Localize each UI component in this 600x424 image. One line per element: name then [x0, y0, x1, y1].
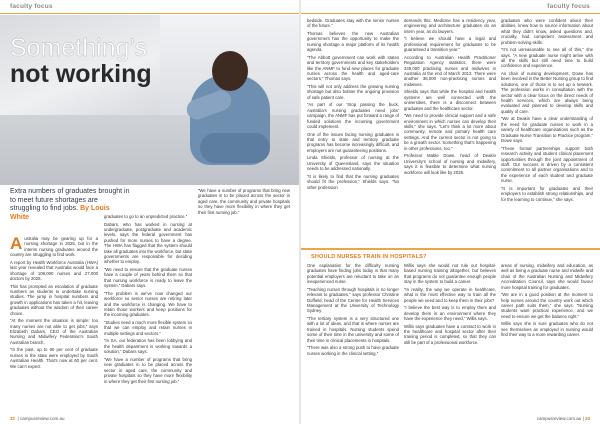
drop-cap: A: [10, 236, 23, 253]
title-line-2: not working: [10, 60, 152, 88]
paragraph: demands this. Medicine has a residency year, engineering and architecture graduates do an intern year, as do lawyers.: [404, 18, 496, 34]
paragraph: Linda Shields, professor of nursing at the University of Queensland, says the situation needs to be addressed nationally.: [307, 155, 399, 172]
paragraph: “As part of our ‘Stop passing the buck, Australia’s nursing graduates need jobs’ campaign, the ANMF has put forward a range of funded solutions the incoming government could implement.: [307, 102, 399, 130]
title-line-1: Something’s: [10, 34, 148, 62]
paragraph: “It is important for graduates and their employers to establish strong relationships, and for the learning to continue,” she says.: [501, 185, 593, 202]
paragraph: According to Australian Health Practitioner Regulation Agency statistics, there were 349,000 practising nurses and midwives in Australia at the end of March 2013. There were another 38,000 non-practising nurses and midwives.: [404, 54, 496, 87]
left-column-3: [198, 188, 290, 412]
paragraph: “In reality, the way we operate in healthcare, what is the most effective way to train all the people we need and to keep them in their jobs?: [404, 286, 496, 303]
paragraph: One of the issues facing nursing graduates is that entry to state and territory graduate programs has become increasingly difficult, and employers are not guaranteeing positions.: [307, 131, 399, 153]
paragraph: “We are in a good position at the moment to help nurses around the country work out which career path suits them,” she says. “Nursing students want practical experience, and we need to ensure we get the balance right.”: [501, 292, 593, 319]
paragraph: “I believe we should have a legal and professional requirement for graduates to be guaranteed a transition year.”: [404, 36, 496, 53]
paragraph: Willis says she is sure graduates who do not see themselves as employed in nursing would find their way to a more rewarding career.: [501, 321, 593, 338]
sidebar-column-2: [404, 263, 496, 411]
left-column-2: [104, 214, 192, 412]
paragraph: graduates to go to an unpredicted practice.”: [104, 214, 188, 219]
left-column-1: [10, 236, 98, 412]
site-name: campusreview.com.au: [536, 416, 582, 421]
paragraph: Willis says she would not rule out hospital-based nursing training altogether, but believes that programs do not guarantee enough people stay in the system to build a career.: [404, 263, 496, 285]
right-column-3: [501, 18, 593, 244]
paragraph: “This will not only address the growing nursing shortage but also bolster the ongoing provision of safe patient care.: [307, 84, 399, 100]
byline: By Louis White: [10, 205, 110, 221]
paragraph: “These formal partnerships support both research activity and student clinical placement opportunities through the joint appointment of staff. Our success is driven by a consistent commitment to all partner organisations and to the experience of each student and graduate nurse.: [501, 145, 593, 184]
standfirst-text: Extra numbers of graduates brought in to meet future shortages are struggling to find jobs.: [10, 188, 130, 213]
paragraph: “The tertiary system is a very structured one with a lot of ideas, and that is where nurses are trained in hospitals. Nursing students spend some of their time in the university and some of their time in clinical placements in hospitals.: [307, 316, 399, 343]
paragraph: “There was also a strong push to have graduate nurses working in the clinical setting.”: [307, 345, 399, 356]
paragraph: Dabars, who has worked in nursing at undergraduate, postgraduate and academic levels, says the federal government has pushed for more nurses to have a degree. The HWA has flagged that the system should take all graduates into the workforce, but state governments are responsible for deciding whether to employ.: [104, 221, 192, 265]
section-label: faculty focus: [10, 3, 53, 10]
paragraph: A report by Health Workforce Australia (HWA) last year revealed that Australia would face a shortage of 109,000 nurses and 27,000 doctors by 2025.: [10, 259, 98, 282]
sidebar-column-1: [307, 263, 399, 411]
paragraph: “At the moment the situation is simple: too many nurses are not able to get jobs,” says Elizabeth Dabars, CEO of the Australian Nursing and Midwifery Federation’s South Australian branch.: [10, 318, 98, 345]
paragraph: Willis says graduates have a contract to work in the healthcare and hospital sector after their training period is completed, so that they can still be part of a professional workforce.: [404, 323, 496, 345]
paragraph: “We have a number of programs that bring new graduates in to be placed across the sector in aged care, the community and private hospitals so they have more flexibility in where they get their first nursing job.”: [198, 188, 290, 215]
section-label: faculty focus: [547, 3, 590, 10]
paragraph: “It is likely to find that the nursing graduates should fit the profession,” Shields says. “No other profession: [307, 173, 399, 190]
page-number: 32: [10, 416, 16, 421]
paragraph: “In the past, up to 90 per cent of graduate nurses in the state were employed by South Australian Health. That’s now at 60 per cent. We can’t expect: [10, 347, 98, 369]
article-title: [10, 35, 190, 87]
right-page: [301, 0, 600, 424]
paragraph: As chair of nursing development, Dowe has been involved in the Better Nursing group to find solutions, one of those is to set up a network. The profession works in consultation with the sector with a clear focus on the direct needs of health services, which are always being evaluated and planned to develop skills and quality of care.: [501, 71, 593, 114]
left-page: [0, 0, 299, 424]
right-column-1: [307, 18, 399, 244]
paragraph: “The Abbott government can work with states and territory governments and key stakeholders like the ANMF to fund new places for graduate nurses across the health and aged-care sectors,” Thomas says.: [307, 54, 399, 82]
paragraph: bedside. Graduates stay with the senior nurses of the future.”: [307, 18, 399, 29]
paragraph: “It’s not unreasonable to see all of this,” she says. “A new graduate nurse might arrive with all the skills but still need time to build confidence and experience.: [501, 47, 593, 69]
paragraph: “We have a number of programs that bring new graduates in to be placed across the sector in aged care, the community and private hospitals so they have more flexibility in where they get their first nursing job.”: [104, 356, 192, 384]
paragraph: ustralia may be gearing up for a nursing shortage in 2025, but in the interim nursing graduates around the country are struggling to find work.: [10, 236, 98, 258]
paragraph: “The problem is we’ve now changed our workforce so senior nurses are retiring later and the workforce is changing. We have to retain those workers and keep positions for the incoming graduates.: [104, 290, 192, 318]
sidebar-box: [301, 248, 600, 416]
paragraph: “We at Deakin have a clear understanding of the need for graduate nurses to work in a variety of healthcare organisations such as the Graduate Nurse Transition to Practice program,” Dowe says.: [501, 116, 593, 144]
paragraph: “In SA, our federation has been lobbying and the health department is working towards a solution,” Dabars says.: [104, 338, 192, 355]
sidebar-title: SHOULD NURSES TRAIN IN HOSPITALS?: [311, 254, 427, 260]
paragraph: One explanation for the difficulty nursing graduates have finding jobs today is that many potential employers are reluctant to take on an inexperienced nurse.: [307, 263, 399, 285]
right-page-footer: campusreview.com.au | 33: [536, 416, 590, 421]
paragraph: Shields says that while the hospital and health systems are well connected with the universities, there is a disconnect between graduates and the healthcare sector.: [404, 89, 496, 111]
site-name: campusreview.com.au: [19, 416, 65, 421]
page-number: 33: [584, 416, 590, 421]
right-column-2: [404, 18, 496, 244]
hero-photo: [0, 15, 299, 185]
paragraph: “I believe the best way is to employ them and develop them in an environment where they have the experience they need,” Willis says.: [404, 305, 496, 322]
paragraph: Thomas believes the new Australian government has the opportunity to make the nursing shortage a major platform of its health agenda.: [307, 31, 399, 53]
paragraph: graduates who were confident about their abilities, knew how to source information about what they didn’t know, asked questions and, crucially, had competent assessment and problem-solving skills.: [501, 18, 593, 45]
paragraph: “We need to provide clinical support and a safe environment in which nurses can develop their skills,” she says. “Let’s think a lot more about community, remote and primary health care settings. And the current sector is not going to be a growth sector. Something that’s happening in other professions, too.”: [404, 113, 496, 151]
paragraph: areas of nursing, midwifery and education, as well as being a graduate nurse and midwife and chair of the Australian Nursing and Midwifery Accreditation Council, says she would favour more hospital training for graduates.: [501, 263, 593, 290]
paragraph: “We need to ensure that the graduate nurses have a couple of years behind them so that that nursing workforce is ready to leave the system,” Dabars says.: [104, 267, 192, 289]
paragraph: “Studies need a much more flexible system so that we can employ and retain nurses in multiple settings and sectors.”: [104, 320, 192, 336]
paragraph: This has prompted an escalation of graduate numbers as students to undertake nursing studies. The jump in hospital numbers and growth in applications has taken a hit, leaving graduates without the wisdom of their career choice.: [10, 283, 98, 316]
paragraph: “Teaching nurses through hospitals is no longer relevant to graduates,” says professor Christine Duffield, head of the Centre for Health Services Management at the University of Technology Sydney.: [307, 286, 399, 314]
left-page-footer: 32 | campusreview.com.au: [10, 416, 65, 421]
sidebar-column-3: [501, 263, 593, 411]
paragraph: Professor Mable Dowe, head of Deakin University’s school of nursing and midwifery, says it is feasible to determine what nursing workforce will look like by 2025.: [404, 153, 496, 175]
